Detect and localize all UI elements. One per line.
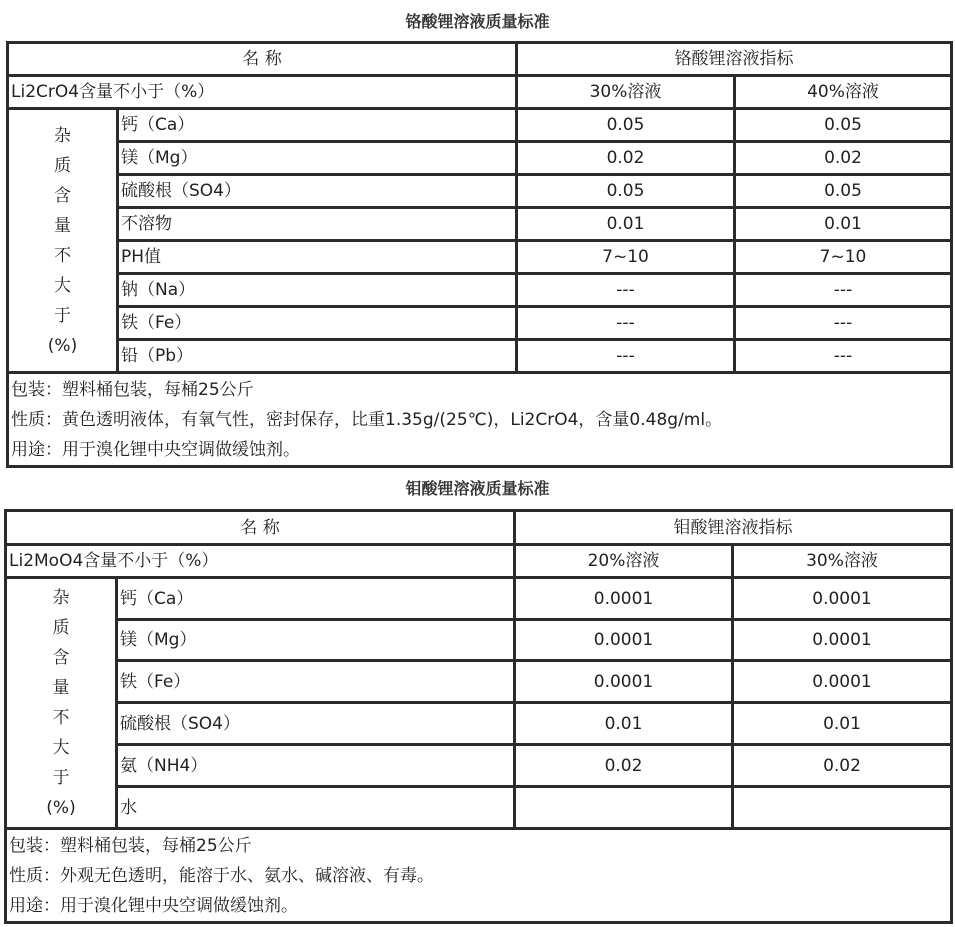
- col-a-header: 20%溶液: [515, 545, 733, 578]
- table-row-value-a: 0.02: [517, 142, 735, 175]
- table-row-value-a: 0.02: [515, 745, 733, 787]
- table-row-value-b: 0.05: [735, 109, 952, 142]
- name-header: 名 称: [6, 511, 515, 545]
- table-row-value-b: ---: [735, 340, 952, 373]
- table-row-value-b: ---: [735, 307, 952, 340]
- table-row-name: 铁（Fe）: [117, 661, 515, 703]
- table-row-name: 硫酸根（SO4）: [118, 175, 517, 208]
- table-row-value-a: 0.01: [515, 703, 733, 745]
- table-row-name: 钠（Na）: [118, 274, 517, 307]
- table-row-name: 钙（Ca）: [117, 578, 515, 620]
- content-label: Li2MoO4含量不小于（%）: [6, 545, 515, 578]
- table-row-name: PH值: [118, 241, 517, 274]
- table-row-name: 氨（NH4）: [117, 745, 515, 787]
- table-row-value-b: 0.0001: [733, 661, 952, 703]
- name-header: 名 称: [8, 43, 517, 76]
- table-row-value-b: 0.0001: [733, 578, 952, 620]
- packaging-note: 包装：塑料桶包装，每桶25公斤: [11, 379, 254, 400]
- table-row-value-b: 0.02: [735, 142, 952, 175]
- table-row-name: 水: [117, 787, 515, 829]
- usage-note: 用途：用于溴化锂中央空调做缓蚀剂。: [9, 895, 298, 916]
- table-row-value-a: 0.0001: [515, 661, 733, 703]
- table-row-value-b: [733, 787, 952, 829]
- table-row-value-b: 0.05: [735, 175, 952, 208]
- table-row-value-b: ---: [735, 274, 952, 307]
- packaging-note: 包装：塑料桶包装，每桶25公斤: [9, 835, 252, 856]
- chromate-table-caption: 铬酸锂溶液质量标准: [405, 12, 550, 31]
- usage-note: 用途：用于溴化锂中央空调做缓蚀剂。: [11, 439, 300, 460]
- table-row-value-a: ---: [517, 274, 735, 307]
- indicator-header: 铬酸锂溶液指标: [517, 43, 952, 76]
- table-row-value-a: 7~10: [517, 241, 735, 274]
- table-row-name: 硫酸根（SO4）: [117, 703, 515, 745]
- table-row-name: 铁（Fe）: [118, 307, 517, 340]
- table-row-value-a: 0.05: [517, 109, 735, 142]
- impurity-label: 杂 质 含 量 不 大 于 (%): [8, 109, 118, 373]
- properties-note: 性质：外观无色透明，能溶于水、氨水、碱溶液、有毒。: [9, 865, 434, 886]
- content-label: Li2CrO4含量不小于（%）: [8, 76, 517, 109]
- molybdate-spec-table: [4, 509, 953, 924]
- table-row-value-a: 0.01: [517, 208, 735, 241]
- chromate-spec-table: [6, 41, 953, 468]
- table-row-name: 铅（Pb）: [118, 340, 517, 373]
- properties-note: 性质：黄色透明液体，有氧气性，密封保存，比重1.35g/(25℃)，Li2CrO4，含量0.48g/ml。: [11, 409, 723, 430]
- col-b-header: 30%溶液: [733, 545, 952, 578]
- molybdate-table-caption: 钼酸锂溶液质量标准: [405, 479, 550, 498]
- table-row-value-b: 0.0001: [733, 620, 952, 661]
- impurity-label: 杂 质 含 量 不 大 于 (%): [6, 578, 117, 829]
- indicator-header: 钼酸锂溶液指标: [515, 511, 952, 545]
- table-row-name: 不溶物: [118, 208, 517, 241]
- table-row-value-b: 7~10: [735, 241, 952, 274]
- notes-cell: [8, 373, 952, 467]
- table-row-name: 镁（Mg）: [117, 620, 515, 661]
- table-row-value-b: 0.01: [735, 208, 952, 241]
- table-row-name: 镁（Mg）: [118, 142, 517, 175]
- notes-cell: [6, 829, 952, 923]
- table-row-value-b: 0.02: [733, 745, 952, 787]
- col-a-header: 30%溶液: [517, 76, 735, 109]
- table-row-value-a: 0.0001: [515, 578, 733, 620]
- table-row-value-a: 0.0001: [515, 620, 733, 661]
- table-row-value-a: 0.05: [517, 175, 735, 208]
- table-row-name: 钙（Ca）: [118, 109, 517, 142]
- table-row-value-a: ---: [517, 307, 735, 340]
- table-row-value-a: ---: [517, 340, 735, 373]
- table-row-value-b: 0.01: [733, 703, 952, 745]
- table-row-value-a: [515, 787, 733, 829]
- col-b-header: 40%溶液: [735, 76, 952, 109]
